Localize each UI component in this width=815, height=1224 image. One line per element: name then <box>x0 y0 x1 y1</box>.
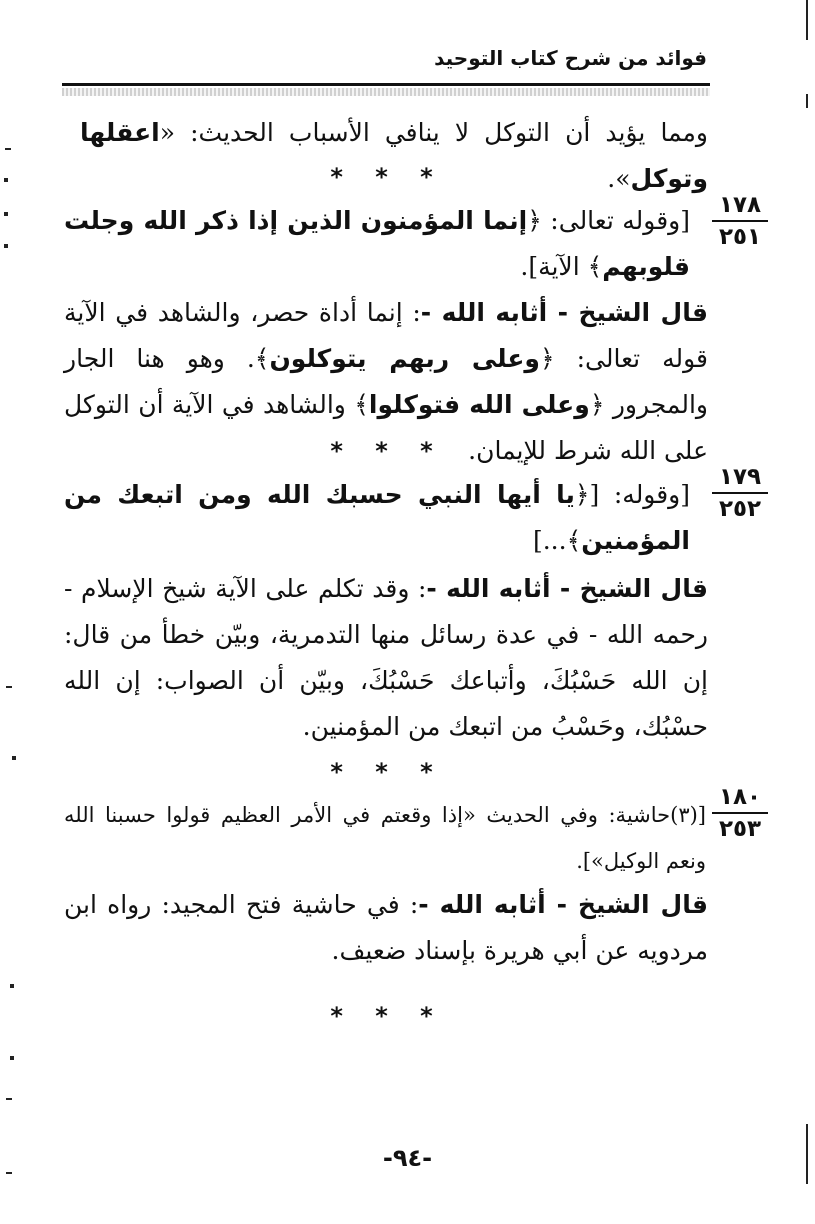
paragraph-7 <box>64 882 708 974</box>
scan-mark <box>10 984 14 988</box>
fraction-bar <box>712 492 768 494</box>
marginal-number-bottom: ٢٥٢ <box>718 496 762 522</box>
header-rule-band <box>62 88 710 96</box>
paragraph-5-speaker: قال الشيخ - أثابه الله - <box>426 574 709 603</box>
paragraph-4 <box>64 472 690 564</box>
section-separator: * * * <box>330 1002 445 1030</box>
paragraph-1-quote: اعقلها وتوكل <box>80 118 708 193</box>
paragraph-3-text-1: : إنما أداة حصر، والشاهد في الآية قوله تعالى: ﴿ <box>64 298 709 373</box>
paragraph-5-text: : وقد تكلم على الآية شيخ الإسلام - رحمه الله - في عدة رسائل منها التدمرية، وبيّن خطأ من قال: إن الله حَسْبُكَ، وأتباعك حَسْبُكَ، وبيّن أن الصواب: إن الله حسْبُك، وحَسْبُ من اتبعك من المؤمنين. <box>64 574 708 741</box>
paragraph-1-end: ». <box>607 164 631 193</box>
fraction-bar <box>712 812 768 814</box>
scan-mark <box>4 178 8 182</box>
scan-edge-line <box>806 94 808 108</box>
paragraph-4-end: ﴾...] <box>532 526 582 555</box>
paragraph-4-text: [وقوله: [﴿ <box>574 480 690 509</box>
paragraph-6 <box>64 792 706 884</box>
marginal-number-top: ١٧٨ <box>718 192 762 218</box>
marginal-number-top: ١٧٩ <box>718 464 762 490</box>
paragraph-3-text-2: ﴾. وهو هنا الجار والمجرور ﴿ <box>64 344 708 419</box>
scan-mark <box>5 148 11 150</box>
marginal-number-top: ١٨٠ <box>718 784 762 810</box>
paragraph-3-verse-2: وعلى الله فتوكلوا <box>368 390 590 419</box>
scan-mark <box>6 686 12 688</box>
marginal-number-bottom: ٢٥١ <box>718 224 762 250</box>
running-title: فوائد من شرح كتاب التوحيد <box>434 46 707 70</box>
scan-edge-line <box>806 0 808 40</box>
paragraph-3-text-3: ﴾ والشاهد في الآية أن التوكل على الله شرط للإيمان. <box>64 390 708 465</box>
paragraph-2-end: ﴾ الآية]. <box>520 252 603 281</box>
section-separator: * * * <box>330 758 445 786</box>
paragraph-7-speaker: قال الشيخ - أثابه الله - <box>418 890 708 919</box>
section-separator: * * * <box>330 437 445 465</box>
marginal-number-bottom: ٢٥٣ <box>718 816 762 842</box>
paragraph-5 <box>64 566 708 750</box>
paragraph-3-verse-1: وعلى ربهم يتوكلون <box>269 344 540 373</box>
paragraph-4-verse: يا أيها النبي حسبك الله ومن اتبعك من المؤمنين <box>64 480 690 555</box>
header-rule <box>62 83 710 86</box>
paragraph-2-verse: إنما المؤمنون الذين إذا ذكر الله وجلت قلوبهم <box>64 206 690 281</box>
page-number: -٩٤- <box>382 1144 433 1172</box>
paragraph-6-text: [(٣)حاشية: وفي الحديث «إذا وقعتم في الأمر العظيم قولوا حسبنا الله ونعم الوكيل»]. <box>64 803 706 873</box>
section-separator: * * * <box>330 163 445 191</box>
scan-mark <box>4 212 8 216</box>
scan-mark <box>6 1172 12 1174</box>
paragraph-7-text: : في حاشية فتح المجيد: رواه ابن مردويه عن أبي هريرة بإسناد ضعيف. <box>64 890 708 965</box>
scan-mark <box>6 1098 12 1100</box>
paragraph-3-speaker: قال الشيخ - أثابه الله - <box>420 298 708 327</box>
marginal-reference <box>708 784 772 842</box>
scan-mark <box>12 756 16 760</box>
scan-mark <box>10 1056 14 1060</box>
fraction-bar <box>712 220 768 222</box>
paragraph-2-text: [وقوله تعالى: ﴿ <box>527 206 690 235</box>
paragraph-2 <box>64 198 690 290</box>
marginal-reference <box>708 192 772 250</box>
scan-mark <box>4 244 8 248</box>
marginal-reference <box>708 464 772 522</box>
paragraph-1-text: ومما يؤيد أن التوكل لا ينافي الأسباب الحديث: « <box>159 118 708 147</box>
